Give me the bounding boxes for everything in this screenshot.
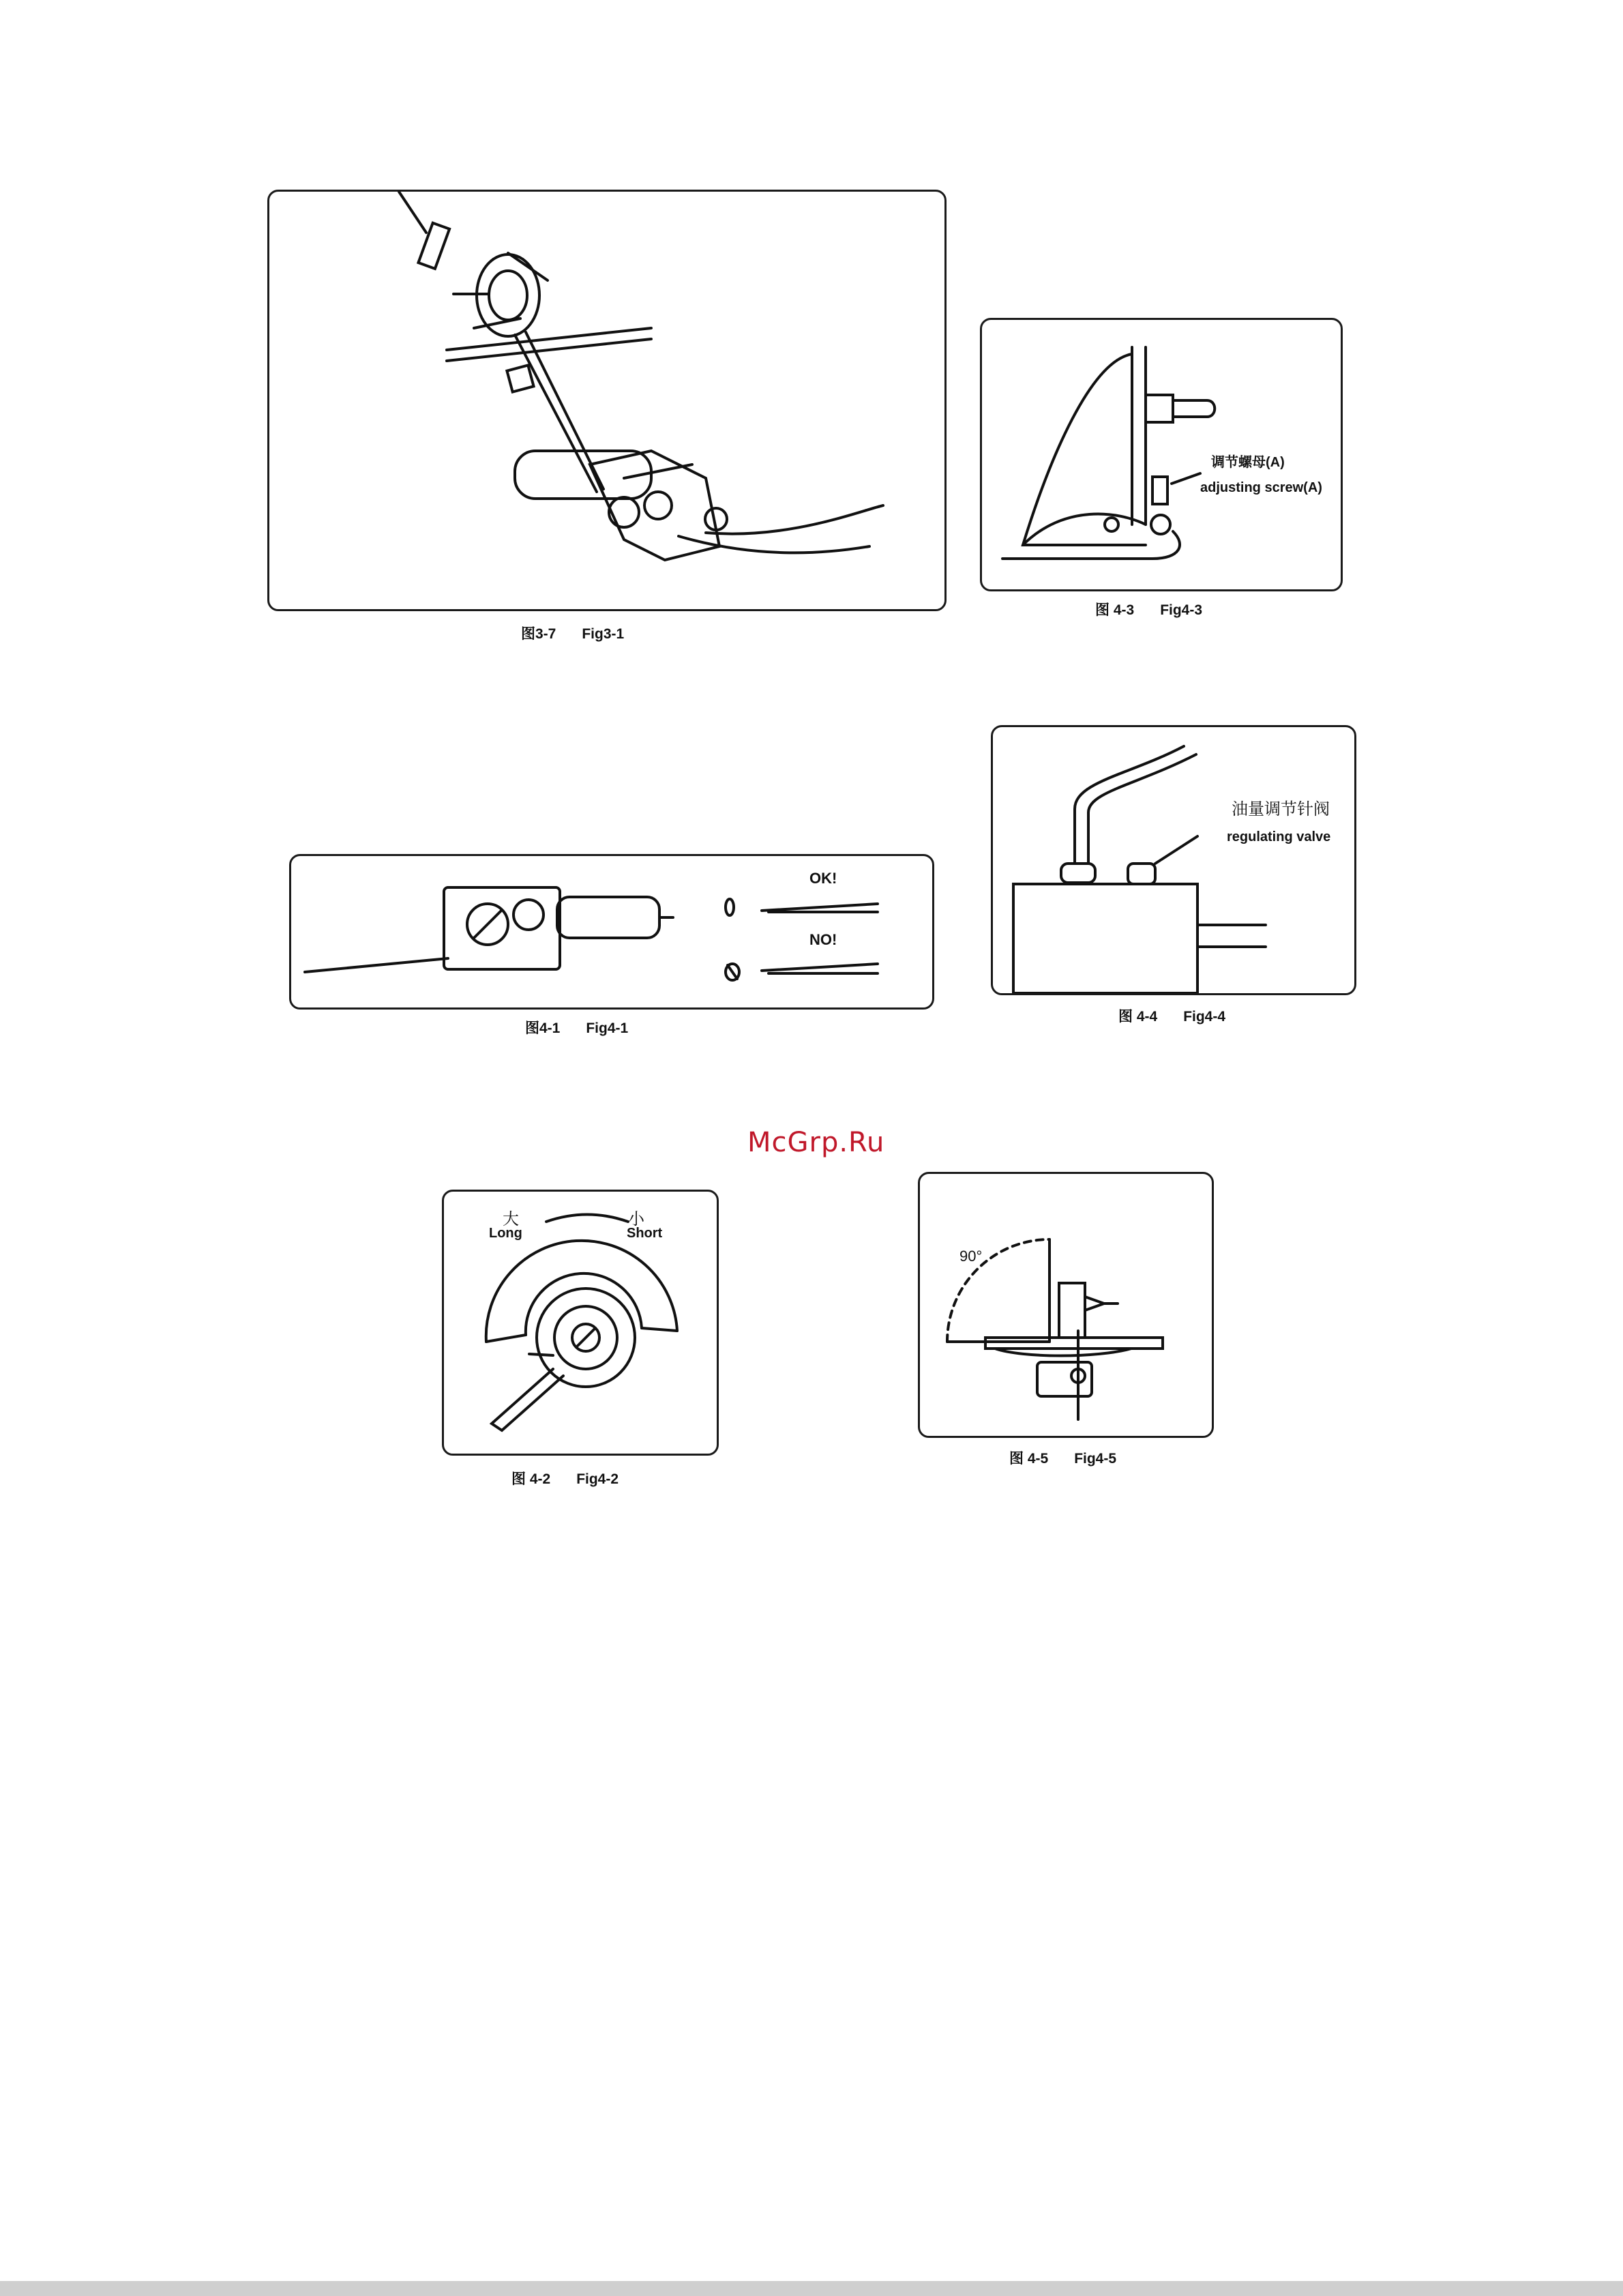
caption-cn: 图 4-5 bbox=[1009, 1451, 1049, 1467]
label-short-en: Short bbox=[627, 1226, 663, 1241]
caption-en: Fig3-1 bbox=[582, 626, 625, 642]
caption-cn: 图4-1 bbox=[525, 1020, 561, 1036]
caption-cn: 图3-7 bbox=[521, 626, 556, 642]
label-regulating-valve-en: regulating valve bbox=[1227, 829, 1331, 844]
right-angle-illustration bbox=[920, 1174, 1212, 1436]
caption-en: Fig4-3 bbox=[1160, 602, 1203, 618]
label-adjusting-screw-en: adjusting screw(A) bbox=[1200, 480, 1322, 495]
figure-4-4-panel bbox=[991, 725, 1356, 995]
figure-3-1-panel bbox=[267, 190, 947, 611]
regulating-valve-illustration bbox=[993, 727, 1354, 993]
caption-en: Fig4-4 bbox=[1183, 1009, 1226, 1025]
bottom-bar bbox=[0, 2281, 1623, 2296]
label-long-en: Long bbox=[489, 1226, 522, 1241]
stitch-dial-illustration bbox=[444, 1192, 717, 1454]
figure-4-2-panel bbox=[442, 1190, 719, 1456]
caption-en: Fig4-1 bbox=[586, 1020, 629, 1036]
watermark: McGrp.Ru bbox=[747, 1127, 885, 1158]
caption-cn: 图 4-3 bbox=[1095, 602, 1135, 618]
figure-4-2-caption bbox=[511, 1468, 619, 1488]
caption-en: Fig4-2 bbox=[576, 1471, 619, 1487]
figure-4-5-panel bbox=[918, 1172, 1214, 1438]
label-no: NO! bbox=[809, 931, 837, 948]
adjusting-screw-illustration bbox=[982, 320, 1341, 589]
label-adjusting-screw-cn: 调节螺母(A) bbox=[1211, 455, 1285, 470]
figure-3-1-caption bbox=[521, 623, 624, 643]
figure-4-3-caption bbox=[1095, 599, 1202, 619]
figure-4-1-panel bbox=[289, 854, 934, 1010]
label-angle: 90° bbox=[959, 1248, 983, 1265]
figure-4-3-panel bbox=[980, 318, 1343, 591]
label-long-cn: 大 bbox=[503, 1210, 519, 1228]
caption-cn: 图 4-4 bbox=[1118, 1009, 1158, 1025]
figure-4-4-caption bbox=[1118, 1005, 1225, 1026]
label-regulating-valve-cn: 油量调节针阀 bbox=[1232, 800, 1330, 819]
figure-4-5-caption bbox=[1009, 1447, 1116, 1468]
thread-guide-illustration bbox=[269, 192, 944, 609]
caption-cn: 图 4-2 bbox=[511, 1471, 551, 1487]
label-ok: OK! bbox=[809, 870, 837, 887]
caption-en: Fig4-5 bbox=[1074, 1451, 1117, 1467]
figure-4-1-caption bbox=[525, 1017, 628, 1037]
label-short-cn: 小 bbox=[628, 1210, 644, 1228]
